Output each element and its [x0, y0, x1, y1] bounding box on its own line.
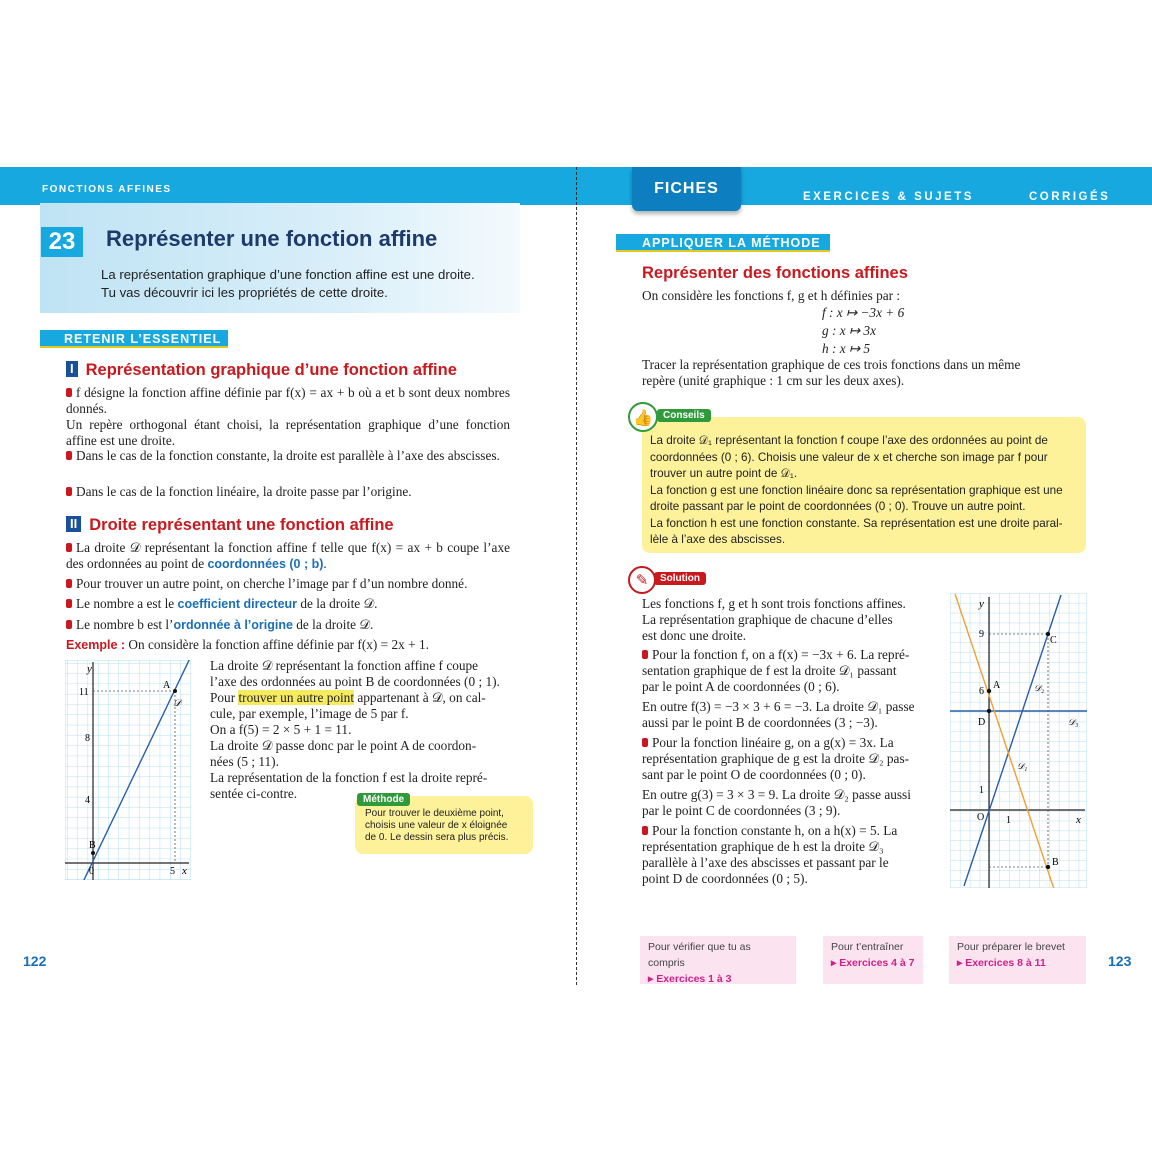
section2-title [66, 516, 394, 535]
bullet-icon [66, 487, 72, 496]
section1-p3 [66, 448, 510, 464]
solution-line [642, 823, 932, 839]
solution-line: par le point A de coordonnées (0 ; 6). [642, 679, 840, 694]
footer-link[interactable]: ▸ Exercices 1 à 3 [648, 973, 732, 985]
text: f désigne la fonction affine définie par f(x) = ax + b où a et b sont deux nombres donnés. [66, 385, 510, 416]
conseils-tag: Conseils [657, 409, 711, 422]
highlight-text: coefficient directeur [177, 597, 298, 611]
conseils-line: trouver un autre point de 𝒟₁. [650, 467, 798, 480]
task-line: Tracer la représentation graphique de ces trois fonctions dans un même [642, 357, 1021, 372]
solution-line: sentation graphique de f est la droite 𝒟₁ passant [642, 663, 897, 678]
solution-line: est donc une droite. [642, 628, 747, 643]
example-line: cule, par exemple, l’image de 5 par f. [210, 706, 409, 721]
footer-box-2[interactable] [823, 936, 923, 984]
def-g: g : x ↦ 3x [822, 323, 876, 338]
bullet-icon [66, 451, 72, 460]
example-line: On a f(5) = 2 × 5 + 1 = 11. [210, 722, 352, 737]
intro-line: Tu vas découvrir ici les propriétés de cette droite. [101, 285, 388, 300]
page-divider [576, 167, 577, 985]
conseils-line: La fonction g est une fonction linéaire donc sa représentation graphique est une [650, 483, 1063, 497]
tab-fiches[interactable]: FICHES [632, 167, 741, 211]
y-tick: 4 [85, 795, 90, 806]
point-d-label: D [978, 717, 986, 728]
footer-link-text: Exercices 4 à 7 [839, 957, 915, 969]
bullet-icon [642, 738, 648, 747]
thumbs-up-icon: 👍 [628, 402, 658, 432]
solution-line: point D de coordonnées (0 ; 5). [642, 871, 808, 886]
text: appartenant à 𝒟, on cal- [354, 690, 486, 705]
solution-line: représentation graphique de g est la droite 𝒟₂ pas- [642, 751, 910, 766]
left-graph [65, 660, 191, 880]
conseils-line: coordonnées (0 ; 6). Choisis une valeur de x et cherche son image par f pour [650, 450, 1048, 464]
section1-p1 [66, 385, 510, 417]
example-line [210, 690, 510, 706]
point-b [1046, 865, 1050, 869]
section2-p3 [66, 596, 510, 612]
text: Pour la fonction constante h, on a h(x) = 5. La [652, 823, 898, 838]
section2-p1 [66, 540, 510, 572]
solution-line: parallèle à l’axe des abscisses et passant par le [642, 855, 889, 870]
x-tick: 1 [1006, 815, 1011, 826]
tab-corriges[interactable]: CORRIGÉS [1029, 191, 1111, 203]
section1-p4 [66, 484, 510, 500]
origin-label: O [977, 812, 985, 823]
roman-numeral: I [66, 361, 78, 377]
x-label: x [182, 865, 187, 877]
text: Pour la fonction linéaire g, on a g(x) = 3x. La [652, 735, 894, 750]
text: . [323, 556, 327, 571]
solution-tag: Solution [654, 572, 706, 585]
page-title: Représenter une fonction affine [106, 226, 438, 251]
x-tick: 5 [170, 866, 175, 877]
def-f: f : x ↦ −3x + 6 [822, 305, 905, 320]
footer-text: Pour préparer le brevet [957, 941, 1065, 953]
page-number-right: 123 [1108, 953, 1132, 969]
bullet-icon [66, 599, 72, 608]
x-label: x [1076, 814, 1081, 826]
footer-box-3[interactable] [949, 936, 1086, 984]
text: Pour [210, 690, 239, 705]
tab-exercices[interactable]: EXERCICES & SUJETS [803, 191, 974, 203]
roman-numeral: II [66, 516, 81, 532]
d3-label: 𝒟₃ [1068, 717, 1079, 727]
text: Dans le cas de la fonction constante, la droite est parallèle à l’axe des abscisses. [76, 448, 500, 463]
solution-line: sant par le point O de coordonnées (0 ; 0). [642, 767, 866, 782]
section1-title-text: Représentation graphique d’une fonction affine [85, 361, 457, 379]
page-number-left: 122 [23, 953, 47, 969]
conseils-line: droite passant par le point de coordonnées (0 ; 0). Trouve un autre point. [650, 500, 1026, 513]
y-tick: 1 [979, 785, 984, 796]
right-intro: On considère les fonctions f, g et h définies par : [642, 288, 901, 303]
footer-link[interactable]: ▸ Exercices 8 à 11 [957, 957, 1046, 969]
bullet-icon [642, 650, 648, 659]
conseils-line: La fonction h est une fonction constante. Sa représentation est une droite paral- [650, 516, 1063, 530]
text: On considère la fonction affine définie par f(x) = 2x + 1. [125, 637, 429, 652]
example-line [66, 637, 510, 653]
highlight-text: coordonnées (0 ; b) [207, 557, 324, 571]
footer-box-1[interactable] [640, 936, 796, 984]
point-b-label: B [89, 840, 96, 851]
solution-text [642, 596, 932, 887]
text: de la droite 𝒟. [292, 617, 374, 632]
point-a-label: A [163, 680, 171, 691]
y-label: y [979, 598, 984, 610]
footer-text: Pour t’entraîner [831, 941, 904, 953]
solution-line: Les fonctions f, g et h sont trois fonctions affines. [642, 596, 906, 611]
bullet-icon [66, 579, 72, 588]
footer-link-text: Exercices 8 à 11 [965, 957, 1046, 969]
retenir-label: RETENIR L’ESSENTIEL [40, 330, 228, 348]
highlight-text: ordonnée à l’origine [173, 618, 293, 632]
bullet-icon [66, 388, 72, 397]
bullet-icon [66, 543, 72, 552]
section2-p2 [66, 576, 510, 592]
y-tick: 11 [79, 687, 89, 698]
conseils-box [642, 417, 1086, 553]
right-title: Représenter des fonctions affines [642, 264, 908, 282]
section-header: FONCTIONS AFFINES [42, 184, 172, 195]
text: La droite 𝒟 représentant la fonction affine f telle que f(x) = ax + b coupe l’axe des ordonnées au point de [66, 540, 510, 571]
y-tick: 9 [979, 629, 984, 640]
bullet-icon [66, 620, 72, 629]
methode-line: de 0. Le dessin sera plus précis. [365, 832, 509, 843]
highlighted-text: trouver un autre point [238, 690, 355, 705]
methode-line: choisis une valeur de x éloignée [365, 820, 508, 831]
section2-title-text: Droite représentant une fonction affine [89, 516, 394, 534]
task-line: repère (unité graphique : 1 cm sur les deux axes). [642, 373, 905, 388]
point-a-label: A [993, 680, 1001, 691]
methode-line: Pour trouver le deuxième point, [365, 808, 504, 819]
point-b-label: B [1052, 857, 1059, 868]
example-line: La droite 𝒟 représentant la fonction affine f coupe [210, 658, 479, 673]
text: Dans le cas de la fonction linéaire, la droite passe par l’origine. [76, 484, 412, 499]
solution-line: La représentation graphique de chacune d’elles [642, 612, 893, 627]
y-tick: 8 [85, 733, 90, 744]
conseils-line: lèle à l’axe des abscisses. [650, 533, 786, 546]
solution-line [642, 647, 932, 663]
pencil-icon: ✎ [628, 566, 656, 594]
d2-label: 𝒟₂ [1034, 683, 1045, 693]
example-body [210, 658, 510, 802]
solution-line: représentation graphique de h est la droite 𝒟₃ [642, 839, 884, 854]
grid [950, 593, 1087, 888]
solution-line: En outre f(3) = −3 × 3 + 6 = −3. La droite 𝒟₁ passe [642, 699, 915, 714]
point-b [91, 851, 95, 855]
section1-p2: Un repère orthogonal étant choisi, la représentation graphique d’une fonction affine est une droite. [66, 417, 510, 448]
footer-link-text: Exercices 1 à 3 [656, 973, 732, 985]
example-line: nées (5 ; 11). [210, 754, 279, 769]
solution-line: En outre g(3) = 3 × 3 = 9. La droite 𝒟₂ passe aussi [642, 787, 911, 802]
intro [101, 266, 475, 302]
example-label: Exemple : [66, 638, 126, 652]
text: Pour trouver un autre point, on cherche l’image par f d’un nombre donné. [76, 576, 468, 591]
example-line: l’axe des ordonnées au point B de coordonnées (0 ; 1). [210, 674, 500, 689]
bullet-icon [642, 826, 648, 835]
point-c-label: C [1050, 635, 1057, 646]
y-tick: 6 [979, 686, 984, 697]
section2-p4 [66, 617, 510, 633]
example-line: sentée ci-contre. [210, 786, 298, 801]
point-a [173, 689, 177, 693]
footer-link[interactable]: ▸ Exercices 4 à 7 [831, 957, 915, 969]
text: Pour la fonction f, on a f(x) = −3x + 6. La repré- [652, 647, 910, 662]
solution-line: par le point C de coordonnées (3 ; 9). [642, 803, 841, 818]
example-line: La droite 𝒟 passe donc par le point A de coordon- [210, 738, 477, 753]
point-d [987, 709, 991, 713]
footer-text: Pour vérifier que tu as compris [648, 941, 751, 969]
right-graph [950, 593, 1087, 888]
conseils-line: La droite 𝒟₁ représentant la fonction f coupe l’axe des ordonnées au point de [650, 434, 1048, 447]
methode-tag: Méthode [357, 793, 410, 806]
d1-label: 𝒟₁ [1017, 761, 1028, 771]
origin-label: 0 [89, 866, 94, 877]
text: Le nombre a est le [76, 596, 178, 611]
solution-line [642, 735, 932, 751]
text: Le nombre b est l’ [76, 617, 174, 632]
section1-title [66, 361, 457, 380]
y-label: y [87, 663, 92, 675]
line-label: 𝒟 [173, 698, 181, 709]
text: de la droite 𝒟. [297, 596, 378, 611]
solution-line: aussi par le point B de coordonnées (3 ; −3). [642, 715, 878, 730]
def-h: h : x ↦ 5 [822, 341, 871, 356]
chapter-number: 23 [41, 227, 83, 257]
point-a [987, 689, 991, 693]
appliquer-label: APPLIQUER LA MÉTHODE [616, 234, 830, 252]
example-line: La représentation de la fonction f est la droite repré- [210, 770, 488, 785]
intro-line: La représentation graphique d’une fonction affine est une droite. [101, 267, 475, 282]
